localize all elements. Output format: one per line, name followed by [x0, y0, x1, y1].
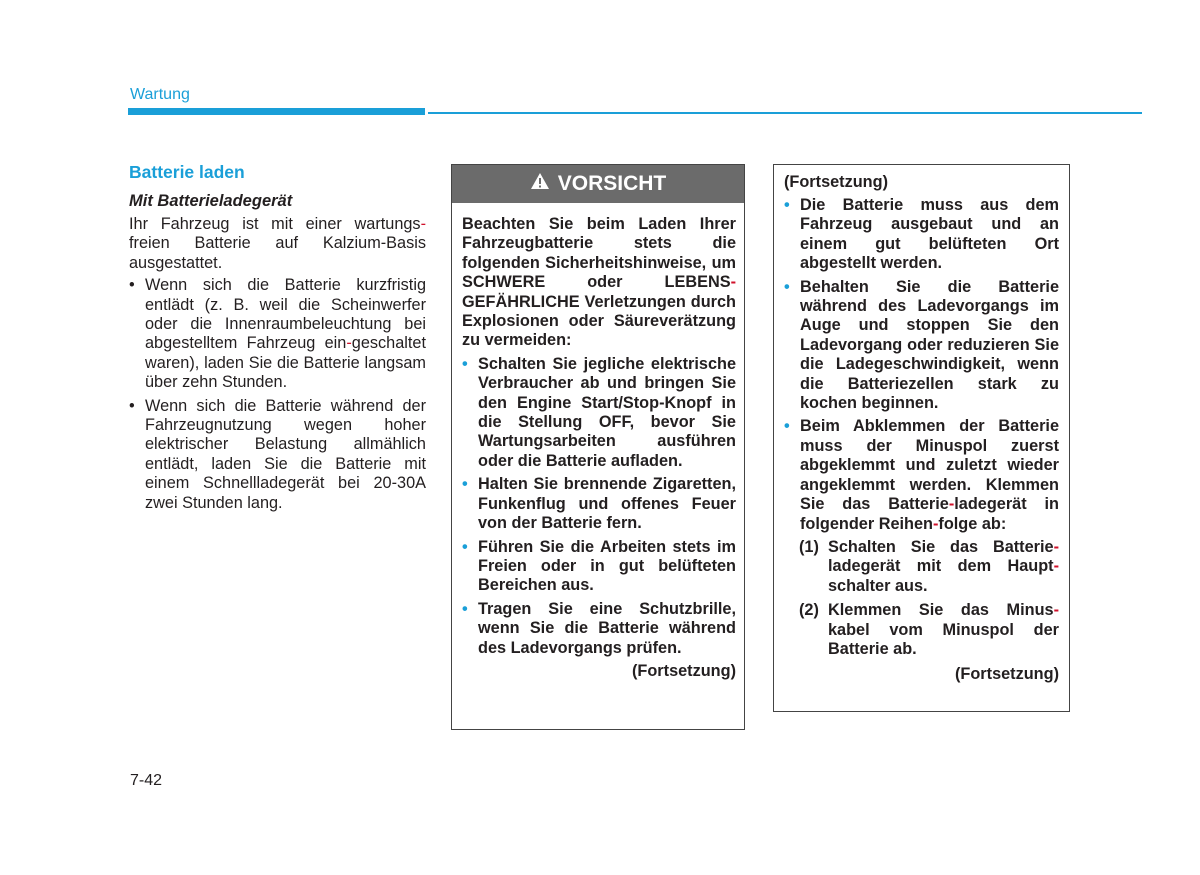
list-item: • Halten Sie brennende Zigaretten, Funkenflug und offenes Feuer von der Batterie fern. — [462, 475, 736, 533]
caution-list — [462, 355, 736, 658]
step-item: (2) Klemmen Sie das Minus-kabel vom Minuspol der Batterie ab. — [799, 601, 1059, 658]
section-title: Batterie laden — [129, 162, 245, 182]
continued-bottom-label: (Fortsetzung) — [955, 665, 1059, 684]
caution-header-label: VORSICHT — [557, 172, 667, 195]
subsection-title: Mit Batterieladegerät — [129, 192, 293, 210]
continued-label: (Fortsetzung) — [632, 661, 736, 680]
page-number: 7-42 — [130, 772, 163, 789]
caution-intro: Beachten Sie beim Laden Ihrer Fahrzeugbatterie stets die folgenden Sicherheitshinweise, um SCHWERE oder LEBENS-GEFÄHRLICHE Verletzungen durch Explosionen oder Säureverätzung zu vermeiden: — [462, 215, 736, 350]
caution-box — [451, 164, 745, 730]
warning-triangle-icon — [530, 172, 550, 196]
caution-header — [452, 165, 744, 203]
list-item: • Tragen Sie eine Schutzbrille, wenn Sie die Batterie während des Ladevorgangs prüfen. — [462, 600, 736, 658]
continuation-list — [784, 196, 1059, 534]
header-rule-thin — [428, 112, 1142, 114]
continuation-box — [773, 164, 1070, 712]
header-rule-thick — [128, 108, 425, 115]
list-item: • Behalten Sie die Batterie während des Ladevorgangs im Auge und stoppen Sie den Ladevorgang oder reduzieren Sie die Ladegeschwindigkeit, wenn die Batteriezellen stark zu kochen beginnen. — [784, 278, 1059, 414]
intro-paragraph: Ihr Fahrzeug ist mit einer wartungs- freien Batterie auf Kalzium-Basis ausgestattet. — [129, 215, 426, 272]
list-item: • Beim Abklemmen der Batterie muss der Minuspol zuerst abgeklemmt und zuletzt wieder angeklemmt werden. Klemmen Sie das Batterie-ladegerät in folgender Reihen-folge ab: — [784, 417, 1059, 533]
disconnect-steps — [784, 538, 1059, 659]
list-item: • Schalten Sie jegliche elektrische Verbraucher ab und bringen Sie den Engine Start/Stop-Knopf in die Stellung OFF, bevor Sie Wartungsarbeiten ausführen oder die Batterie aufladen. — [462, 355, 736, 471]
left-column — [129, 162, 426, 517]
continued-top-label: (Fortsetzung) — [784, 173, 888, 191]
charging-bullet-list — [129, 276, 426, 513]
list-item: • Führen Sie die Arbeiten stets im Freien oder in gut belüfteten Bereichen aus. — [462, 538, 736, 596]
list-item: • Wenn sich die Batterie während der Fahrzeugnutzung wegen hoher elektrischer Belastung allmählich entlädt, laden Sie die Batterie mit einem Schnellladegerät bei 20-30A zwei Stunden lang. — [129, 397, 426, 513]
list-item: • Wenn sich die Batterie kurzfristig entlädt (z. B. weil die Scheinwerfer oder die Innenraumbeleuchtung bei abgestelltem Fahrzeug ein-geschaltet waren), laden Sie die Batterie langsam über zehn Stunden. — [129, 276, 426, 392]
step-item: (1) Schalten Sie das Batterie-ladegerät mit dem Haupt-schalter aus. — [799, 537, 1059, 595]
list-item: • Die Batterie muss aus dem Fahrzeug ausgebaut und an einem gut belüfteten Ort abgestellt werden. — [784, 196, 1059, 274]
section-header-title: Wartung — [130, 86, 190, 103]
